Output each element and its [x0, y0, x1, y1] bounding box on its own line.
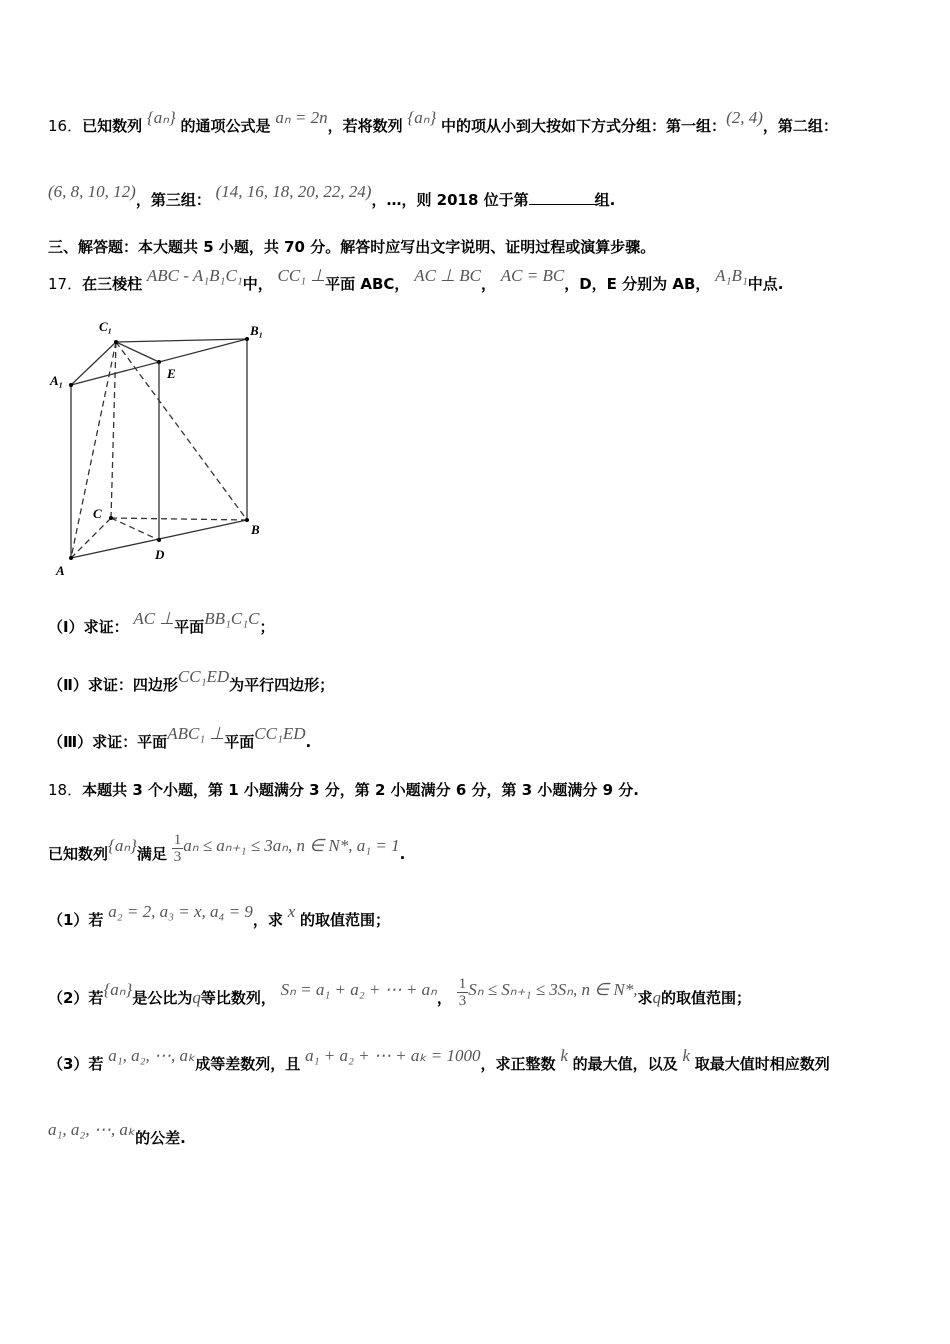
q18-text: ，求 [252, 911, 283, 929]
edge-c1-a [71, 342, 116, 558]
q18-p3-label: （3）若 [48, 1055, 104, 1073]
q17-p1-math: BB₁C₁C [204, 609, 260, 628]
edge-c-b [111, 518, 247, 520]
q17-text: . [305, 733, 312, 751]
q16-text: ，第三组： [135, 191, 211, 209]
q17-text: 中点. [747, 275, 784, 293]
q16-group2: (6, 8, 10, 12) [48, 182, 136, 201]
label-b1: B₁ [250, 323, 264, 338]
fraction-numerator: 1 [173, 832, 182, 848]
q18-p2-seq: {aₙ} [103, 980, 133, 999]
point-e [157, 360, 161, 364]
edge-c1-b1 [116, 339, 247, 342]
q17-perp: AC ⊥ BC [414, 266, 481, 285]
q17-part1 [48, 609, 275, 637]
q18-text: 成等差数列，且 [195, 1055, 301, 1073]
q18-text: 求 [637, 989, 653, 1007]
q17-a1b1: A₁B₁ [715, 266, 748, 285]
point-d [157, 538, 161, 542]
q18-text: . [399, 845, 406, 863]
edge-c-d [111, 518, 159, 540]
label-a1: A₁ [50, 373, 64, 388]
q18-text: 等比数列， [200, 989, 276, 1007]
q17-text: ，D，E 分别为 AB， [564, 275, 711, 293]
q18-p3-math: a₁ + a₂ + ⋯ + aₖ = 1000 [305, 1046, 481, 1065]
label-c1: C₁ [99, 319, 113, 334]
label-b: B [251, 522, 260, 537]
q16-line1 [48, 108, 838, 136]
q18-text: 是公比为 [132, 989, 193, 1007]
q17-cc1: CC₁ ⊥ [277, 266, 326, 285]
q18-p2-label: （2）若 [48, 989, 104, 1007]
q18-condition: aₙ ≤ aₙ₊₁ ≤ 3aₙ, n ∈ N*, a₁ = 1 [183, 836, 400, 855]
q17-p2-label: （Ⅱ）求证：四边形 [48, 676, 178, 694]
q18-p2-sum: Sₙ = a₁ + a₂ + ⋯ + aₙ [280, 980, 437, 999]
q16-text: ，若将数列 [327, 117, 403, 135]
fraction-denominator: 3 [458, 993, 467, 1009]
answer-blank[interactable] [529, 190, 595, 205]
q17-text: ； [259, 618, 275, 636]
q17-eq: AC = BC [500, 266, 565, 285]
q17-prism: ABC - A₁B₁C₁ [146, 266, 243, 285]
q18-p1-math: a₂ = 2, a₃ = x, a₄ = 9 [108, 902, 253, 921]
q18-text: 已知数列 [48, 845, 109, 863]
q18-text: 的最大值，以及 [572, 1055, 678, 1073]
q18-var-k: k [682, 1046, 690, 1065]
q18-text: 取最大值时相应数列 [694, 1055, 830, 1073]
q16-text: 已知数列 [82, 117, 143, 135]
point-b [245, 518, 249, 522]
q18-var-k: k [560, 1046, 568, 1065]
q17-line1 [48, 266, 784, 294]
q17-p1-math: AC ⊥ [133, 609, 175, 628]
point-b1 [245, 337, 249, 341]
q17-p3-math: ABC₁ ⊥ [167, 724, 225, 743]
point-a1 [69, 383, 73, 387]
q17-text: 在三棱柱 [82, 275, 143, 293]
q18-text: 本题共 3 个小题，第 1 小题满分 3 分，第 2 小题满分 6 分，第 3 小题满分 9 分. [82, 781, 639, 799]
q18-p1-label: （1）若 [48, 911, 104, 929]
section-heading: 三、解答题：本大题共 5 小题，共 70 分。解答时应写出文字说明、证明过程或演算步骤。 [48, 238, 656, 256]
q17-part3 [48, 724, 312, 752]
q18-part2 [48, 976, 751, 1015]
point-a [69, 556, 73, 560]
q18-var-x: x [287, 902, 296, 921]
q18-given [48, 832, 406, 871]
fraction-one-third [172, 832, 184, 865]
fraction-denominator: 3 [173, 849, 182, 865]
q16-number: 16． [48, 117, 83, 135]
edge-c1-b [116, 342, 247, 520]
q16-text: 的通项公式是 [180, 117, 271, 135]
q17-p2-math: CC₁ED [177, 667, 230, 686]
q17-text: 平面 [224, 733, 255, 751]
edge-c-c1 [111, 342, 116, 518]
q18-p2-condition: Sₙ ≤ Sₙ₊₁ ≤ 3Sₙ, n ∈ N*, [468, 980, 638, 999]
q18-text: 满足 [136, 845, 167, 863]
q18-part1 [48, 902, 391, 930]
q18-text: 的公差. [135, 1129, 186, 1147]
q18-text: ， [436, 989, 452, 1007]
q17-text: 平面 ABC， [325, 275, 410, 293]
q18-part3 [48, 1046, 830, 1074]
label-c: C [93, 506, 102, 521]
q17-text: ， [480, 275, 496, 293]
q16-text: ，…，则 2018 位于第 [371, 191, 529, 209]
q17-text: 中， [242, 275, 273, 293]
q18-seq: {aₙ} [108, 836, 137, 855]
q18-text: 的取值范围； [660, 989, 751, 1007]
q17-p3-math: CC₁ED [254, 724, 306, 743]
point-c1 [114, 340, 118, 344]
q17-part2 [48, 667, 335, 695]
q18-p3-math: a₁, a₂, ⋯, aₖ [48, 1120, 136, 1139]
q16-seq-a: {aₙ} [146, 108, 176, 127]
q17-p1-label: （Ⅰ）求证： [48, 618, 129, 636]
q18-text: ，求正整数 [480, 1055, 556, 1073]
q18-text: 的取值范围； [300, 911, 391, 929]
q18-intro [48, 780, 639, 800]
q18-number: 18． [48, 781, 83, 799]
prism-figure [44, 315, 284, 580]
q18-var-q: q [192, 988, 201, 1007]
q16-group1: (2, 4) [726, 108, 763, 127]
point-c [109, 516, 113, 520]
fraction-one-third [457, 976, 469, 1009]
q18-part3-cont [48, 1120, 186, 1148]
q16-text: ，第二组： [762, 117, 838, 135]
q18-p3-math: a₁, a₂, ⋯, aₖ [108, 1046, 196, 1065]
q17-number: 17． [48, 275, 83, 293]
q18-var-q: q [652, 988, 661, 1007]
label-a: A [56, 563, 65, 578]
fraction-numerator: 1 [458, 976, 467, 992]
q16-line2 [48, 182, 616, 210]
q16-formula: aₙ = 2n [275, 108, 328, 127]
label-d: D [155, 547, 165, 562]
q17-text: 为平行四边形； [229, 676, 335, 694]
edge-c1-e [116, 342, 159, 362]
q16-text: 中的项从小到大按如下方式分组：第一组： [441, 117, 727, 135]
q16-group3: (14, 16, 18, 20, 22, 24) [215, 182, 372, 201]
edge-a-c [71, 518, 111, 558]
q16-seq-b: {aₙ} [407, 108, 437, 127]
q17-p3-label: （Ⅲ）求证：平面 [48, 733, 168, 751]
q16-text: 组. [594, 191, 616, 209]
label-e: E [167, 366, 176, 381]
q17-text: 平面 [174, 618, 205, 636]
